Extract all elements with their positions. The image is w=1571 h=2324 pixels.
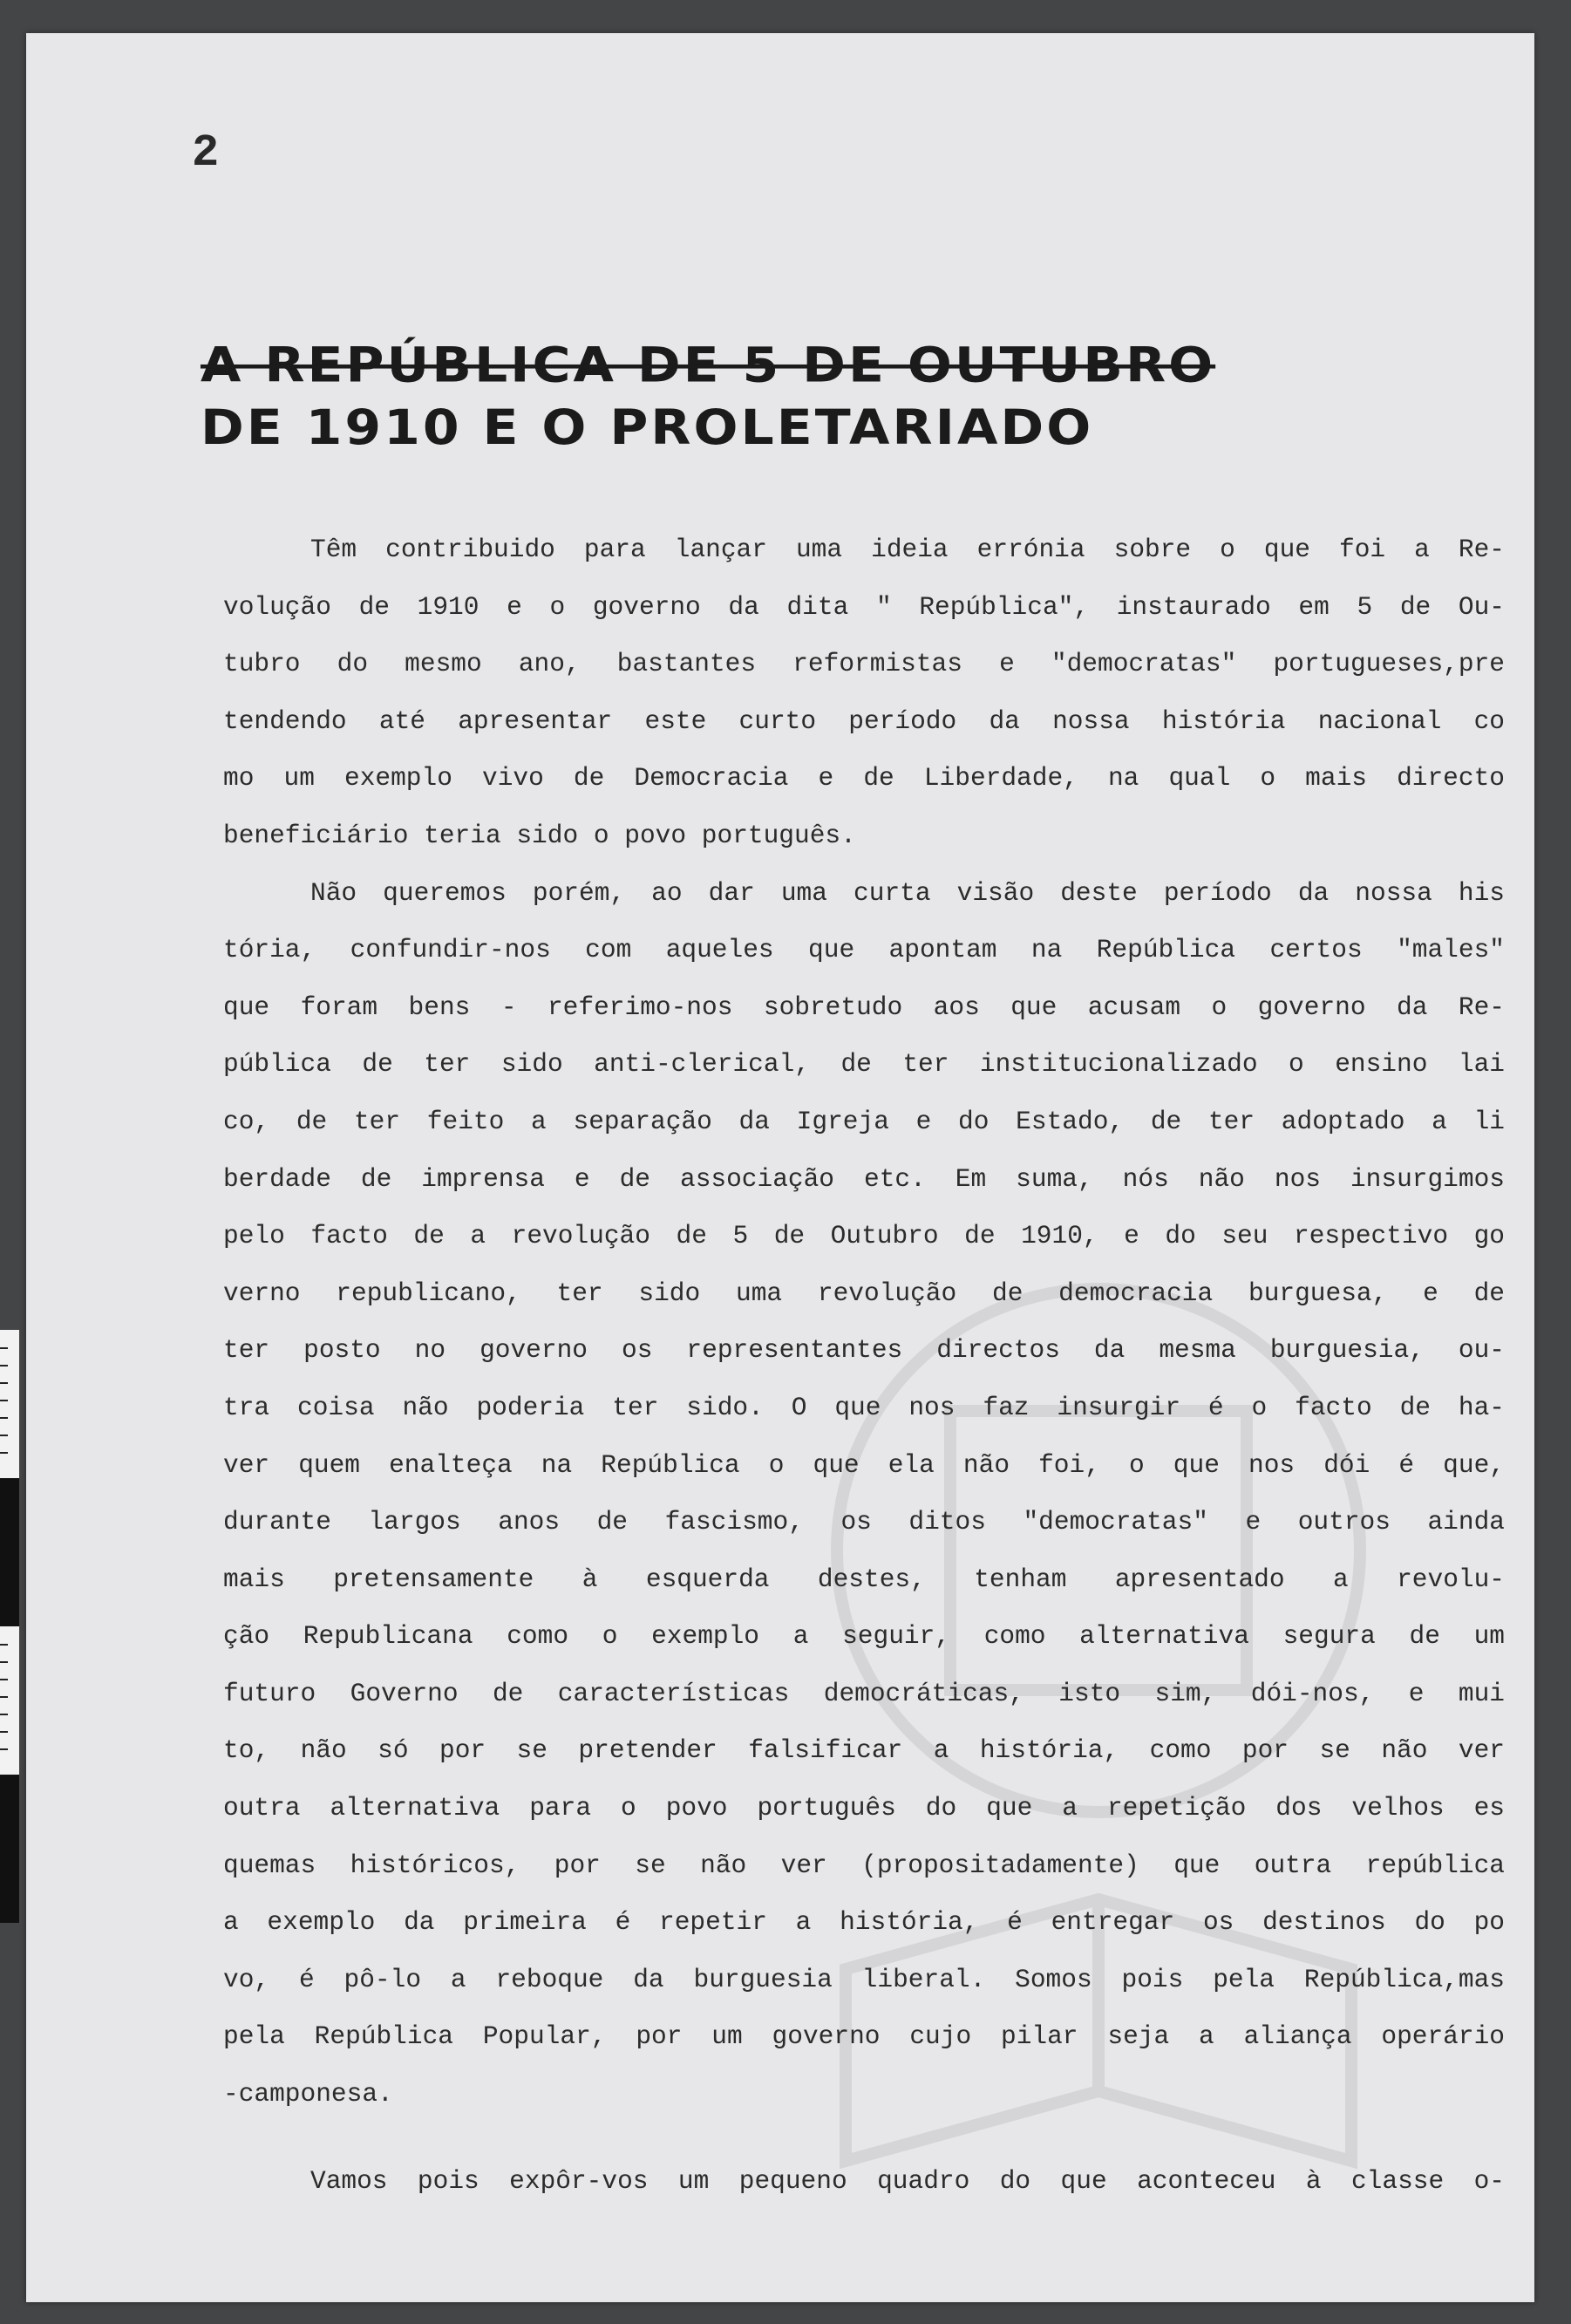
text-line: quemas históricos, por se não ver (propositadamente) que outra república xyxy=(223,1850,1505,1880)
text-line: co, de ter feito a separação da Igreja e do Estado, de ter adoptado a li xyxy=(223,1106,1505,1136)
text-line: vo, é pô-lo a reboque da burguesia liberal. Somos pois pela República,mas xyxy=(223,1964,1505,1994)
text-line: que foram bens - referimo-nos sobretudo aos que acusam o governo da Re- xyxy=(223,992,1505,1022)
text-line: verno republicano, ter sido uma revolução de democracia burguesa, e de xyxy=(223,1278,1505,1308)
paragraph-3 xyxy=(223,2153,1505,2211)
text-line: pública de ter sido anti-clerical, de ter institucionalizado o ensino lai xyxy=(223,1049,1505,1080)
text-line: pela República Popular, por um governo cujo pilar seja a aliança operário xyxy=(223,2021,1505,2052)
text-line: pelo facto de a revolução de 5 de Outubro de 1910, e do seu respectivo go xyxy=(223,1221,1505,1251)
title-line-2: DE 1910 E O PROLETARIADO xyxy=(201,399,1094,456)
body-text xyxy=(223,521,1505,2210)
document-title xyxy=(201,334,1491,460)
text-line: Têm contribuido para lançar uma ideia errónia sobre o que foi a Re- xyxy=(310,535,1505,564)
text-line: durante largos anos de fascismo, os ditos "democratas" e outros ainda xyxy=(223,1507,1505,1537)
text-line: ver quem enalteça na República o que ela não foi, o que nos dói é que, xyxy=(223,1449,1505,1480)
text-line: mais pretensamente à esquerda destes, tenham apresentado a revolu- xyxy=(223,1564,1505,1594)
text-line: tra coisa não poderia ter sido. O que nos faz insurgir é o facto de ha- xyxy=(223,1392,1505,1422)
text-line: futuro Governo de características democráticas, isto sim, dói-nos, e mui xyxy=(223,1678,1505,1708)
text-line: tendendo até apresentar este curto período da nossa história nacional co xyxy=(223,705,1505,736)
text-line: berdade de imprensa e de associação etc. Em suma, nós não nos insurgimos xyxy=(223,1163,1505,1194)
paragraph-2 xyxy=(223,865,1505,2123)
text-line: tubro do mesmo ano, bastantes reformistas e "democratas" portugueses,pre xyxy=(223,649,1505,679)
text-line: to, não só por se pretender falsificar a história, como por se não ver xyxy=(223,1735,1505,1766)
text-line: ção Republicana como o exemplo a seguir, como alternativa segura de um xyxy=(223,1621,1505,1652)
text-line: Vamos pois expôr-vos um pequeno quadro do que aconteceu à classe o- xyxy=(310,2165,1505,2196)
text-line: volução de 1910 e o governo da dita " República", instaurado em 5 de Ou- xyxy=(223,591,1505,622)
text-line: ter posto no governo os representantes directos da mesma burguesia, ou- xyxy=(223,1335,1505,1366)
title-line-1: A REPÚBLICA DE 5 DE OUTUBRO xyxy=(201,337,1216,394)
page-number: 2 xyxy=(192,127,220,179)
text-line: -camponesa. xyxy=(223,2079,393,2109)
text-line: outra alternativa para o povo português do que a repetição dos velhos es xyxy=(223,1793,1505,1823)
text-line: beneficiário teria sido o povo português. xyxy=(223,820,856,850)
document-page xyxy=(26,33,1534,2302)
text-line: tória, confundir-nos com aqueles que apontam na República certos "males" xyxy=(223,935,1505,965)
paragraph-1 xyxy=(223,521,1505,865)
scale-ruler xyxy=(0,1330,19,1923)
text-line: Não queremos porém, ao dar uma curta visão deste período da nossa his xyxy=(310,877,1505,908)
text-line: mo um exemplo vivo de Democracia e de Liberdade, na qual o mais directo xyxy=(223,763,1505,794)
text-line: a exemplo da primeira é repetir a história, é entregar os destinos do po xyxy=(223,1907,1505,1938)
